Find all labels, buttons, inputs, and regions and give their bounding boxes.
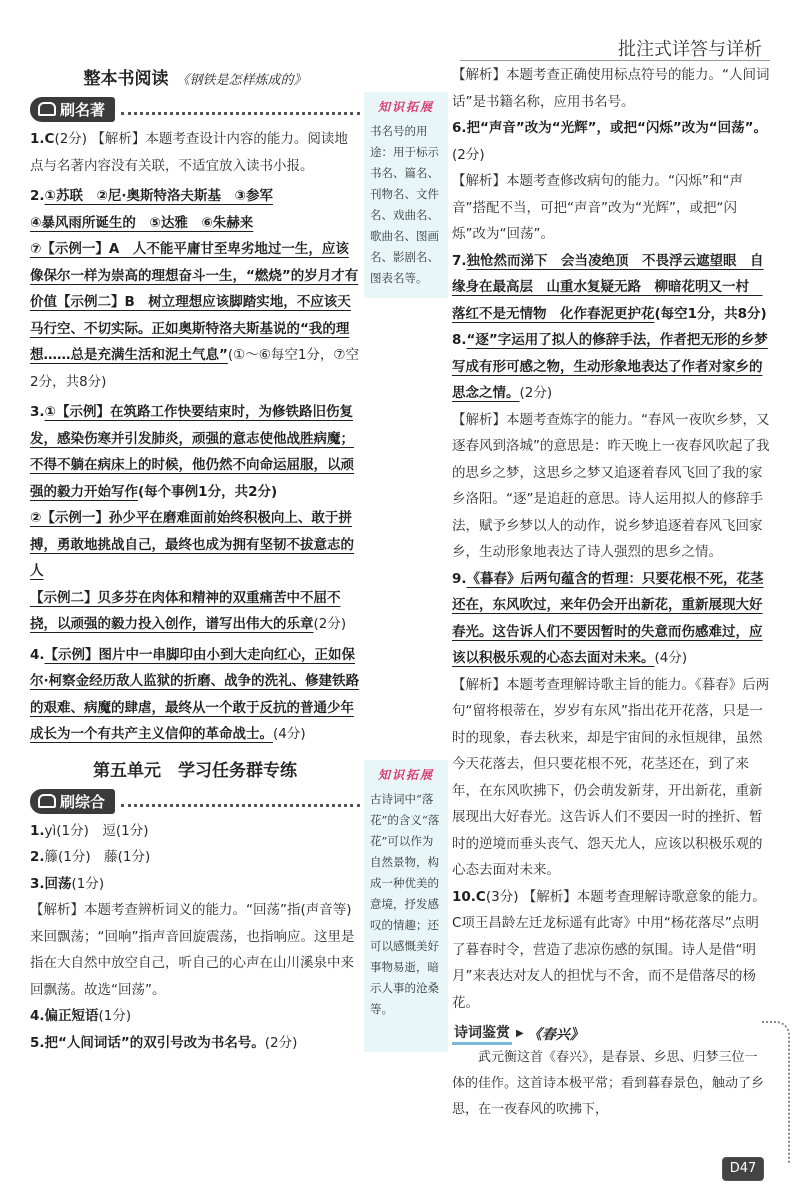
q-analysis: 【解析】本题考查辨析词义的能力。“回荡”指(声音等)来回飘荡；“回响”指声音回旋震荡，也指响应。这里是指在大自然中放空自己，听自己的心声在山川溪泉中来回飘荡。故选“回荡”。 xyxy=(30,902,355,998)
q-answer: 把“人间词话”的双引号改为书名号。 xyxy=(44,1034,265,1051)
q-answer: ②【示例一】孙少平在磨难面前始终积极向上、敢于拼搏，勇敢地挑战自己，最终也成为拥有坚韧不拔意志的人 xyxy=(30,510,354,579)
q-answer: 回荡 xyxy=(44,875,72,892)
q-num: 2. xyxy=(30,849,45,865)
section-title-unit5: 第五单元 学习任务群专练 xyxy=(93,760,297,781)
book-icon xyxy=(38,102,56,116)
question-1 xyxy=(30,126,360,179)
question-u10 xyxy=(452,884,770,1017)
knowledge-note-1 xyxy=(364,92,448,298)
q-num: 9. xyxy=(452,570,467,587)
badge-label: 刷名著 xyxy=(60,101,106,119)
question-u1 xyxy=(30,818,360,845)
q-answer-line: ⑦【示例一】A 人不能平庸甘至卑劣地过一生，应该像保尔一样为崇高的理想奋斗一生，“燃烧”的岁月才有价值【示例二】B 树立理想应该脚踏实地，不应该天马行空、不切实际。正如奥斯特洛夫斯基说的“我的理想……总是充满生活和泥土气息” xyxy=(30,241,359,363)
q-answer: C xyxy=(475,888,486,905)
q-answer-line: ①苏联 ②尼·奥斯特洛夫斯基 ③参军 xyxy=(44,188,273,204)
dotted-divider xyxy=(121,796,360,807)
header-rule xyxy=(460,60,770,61)
q-num: 3. xyxy=(30,404,45,420)
q-score: (4分) xyxy=(654,650,688,666)
question-u7 xyxy=(452,248,770,328)
q-score: (2分) xyxy=(54,131,88,147)
q-score: (1分) xyxy=(98,1008,132,1024)
q-num: 2. xyxy=(30,188,45,204)
triangle-icon: ▶ xyxy=(516,1028,524,1039)
q-num: 7. xyxy=(452,252,467,269)
badge-classics xyxy=(30,97,360,122)
q-analysis: 【解析】本题考查修改病句的能力。“闪烁”和“声音”搭配不当，可把“声音”改为“光辉”，或把“闪烁”改为“回荡”。 xyxy=(452,173,743,242)
q-num: 4. xyxy=(30,646,45,663)
left-column xyxy=(30,62,360,1056)
question-3 xyxy=(30,399,360,638)
poem-appreciation-text: 武元衡这首《春兴》，是春景、乡思、归梦三位一体的佳作。这首诗本极平常；看到暮春景色，触动了乡思，在一夜春风的吹拂下， xyxy=(452,1050,765,1117)
book-icon xyxy=(38,794,56,808)
badge-pill xyxy=(30,97,115,122)
q-score: (每个事例1分，共2分) xyxy=(138,483,278,500)
question-u2 xyxy=(30,844,360,871)
q-analysis: 【解析】本题考查炼字的能力。“春风一夜吹乡梦，又逐春风到洛城”的意思是：昨天晚上一夜春风吹起了我的思乡之梦，这思乡之梦又追逐着春风飞回了我的家乡洛阳。“逐”是追赶的意思。诗人运用拟人的修辞手法，赋予乡梦以人的动作，说乡梦追逐着春风飞回家乡，生动形象地表达了诗人强烈的思乡之情。 xyxy=(452,411,770,560)
q-score: (3分) xyxy=(485,888,519,905)
poem-label: 诗词鉴赏 xyxy=(452,1022,512,1045)
q-score: (2分) xyxy=(452,146,485,163)
q-score: (每空1分，共8分) xyxy=(654,305,767,322)
q-num: 8. xyxy=(452,332,467,348)
q-analysis: 【解析】本题考查设计内容的能力。阅读地点与名著内容没有关联，不适宜放入读书小报。 xyxy=(30,131,348,174)
page-number: D47 xyxy=(722,1157,764,1181)
q-answer: 【示例】图片中一串脚印由小到大走向红心，正如保尔·柯察金经历敌人监狱的折磨、战争的洗礼、修建铁路的艰难、病魔的肆虐，最终从一个敢于反抗的普通少年成长为一个有共产主义信仰的革命战士。 xyxy=(30,646,360,742)
poem-name: 《春兴》 xyxy=(527,1026,584,1043)
q-answer: “逐”字运用了拟人的修辞手法，作者把无形的乡梦写成有形可感之物，生动形象地表达了作者对家乡的思念之情。 xyxy=(452,332,768,401)
question-u5 xyxy=(30,1030,360,1057)
question-u8 xyxy=(452,327,770,566)
q-num: 6. xyxy=(452,120,467,136)
question-2 xyxy=(30,183,360,395)
q-score: (4分) xyxy=(273,726,306,742)
question-u9 xyxy=(452,566,770,884)
question-4 xyxy=(30,642,360,748)
note-body: 古诗词中“落花”的含义“落花”可以作为自然景物，构成一种优美的意境，抒发感叹的情趣；还可以感慨美好事物易逝，暗示人事的沧桑等。 xyxy=(370,792,440,1016)
dotted-divider xyxy=(121,104,360,115)
q-answer: 籐(1分) 藤(1分) xyxy=(44,849,151,865)
q-score: (1分) xyxy=(71,875,105,892)
note-body: 书名号的用途：用于标示书名、篇名、刊物名、文件名、戏曲名、歌曲名、图画名、影剧名、图表名等。 xyxy=(370,124,439,285)
section-title-text: 整本书阅读 xyxy=(83,69,169,89)
q-score: (①～⑥每空1分，⑦空2分，共8分) xyxy=(30,347,360,390)
q-answer: C xyxy=(44,131,55,147)
question-u4 xyxy=(30,1003,360,1030)
q-analysis: 【解析】本题考查理解诗歌意象的能力。C项王昌龄左迁龙标遥有此寄》中用“杨花落尽”点明了暮春时令，营造了悲凉伤感的氛围。诗人是借“明月”来表达对友人的担忧与不舍，而不是借落尽的杨花。 xyxy=(452,888,766,1011)
q-score: (2分) xyxy=(264,1034,298,1051)
q-answer: 把“声音”改为“光辉”，或把“闪烁”改为“回荡”。 xyxy=(466,120,768,136)
q-num: 3. xyxy=(30,875,45,892)
badge-pill xyxy=(30,789,115,814)
section-subtitle: 《钢铁是怎样炼成的》 xyxy=(176,73,307,88)
note-tag: 知识拓展 xyxy=(378,768,435,782)
page-corner-decoration xyxy=(762,1021,790,1163)
q-answer: yì(1分) 逗(1分) xyxy=(44,822,149,839)
section-title-reading xyxy=(30,64,360,89)
q-analysis: 【解析】本题考查理解诗歌主旨的能力。《暮春》后两句“留将根蒂在，岁岁有东风”指出花开花落，只是一时的现象，春去秋来，却是宇宙间的永恒规律，虽然今天花落去，但只要花根不死，花茎还在，到了来年，在东风吹拂下，仍会萌发新芽，开出新花，重新展现出大好春光。这告诉人们不要因一时的挫折、暂时的逆境而垂头丧气、怨天尤人，应该以积极乐观的心态去面对未来。 xyxy=(452,676,770,878)
q-num: 4. xyxy=(30,1008,45,1024)
q-answer: 【示例二】贝多芬在肉体和精神的双重痛苦中不屈不挠，以顽强的毅力投入创作，谱写出伟大的乐章 xyxy=(30,589,341,632)
question-u3 xyxy=(30,871,360,1004)
q-score: (2分) xyxy=(313,616,347,632)
knowledge-note-2 xyxy=(364,760,448,1052)
header-title: 批注式详答与详析 xyxy=(618,39,762,60)
q-score: (2分) xyxy=(519,385,553,401)
q-answer: ①【示例】在筑路工作快要结束时，为修铁路旧伤复发，感染伤寒并引发肺炎，顽强的意志使他战胜病魔；不得不躺在病床上的时候，他仍然不向命运屈服，以顽强的毅力开始写作 xyxy=(30,404,354,500)
note-tag: 知识拓展 xyxy=(378,100,435,114)
right-column xyxy=(452,62,770,1123)
q-answer-line: ④暴风雨所诞生的 ⑤达雅 ⑥朱赫来 xyxy=(30,214,254,231)
badge-label: 刷综合 xyxy=(60,792,106,811)
q-answer: 《暮春》后两句蕴含的哲理：只要花根不死，花茎还在，东风吹过，来年仍会开出新花，重新展现大好春光。这告诉人们不要因暂时的失意而伤感难过，应该以积极乐观的心态去面对未来。 xyxy=(452,570,764,666)
question-u6 xyxy=(452,115,770,248)
q-num: 1. xyxy=(30,822,45,839)
q-num: 1. xyxy=(30,131,45,147)
badge-comprehensive xyxy=(30,789,360,814)
q-answer: 独怆然而涕下 会当凌绝顶 不畏浮云遮望眼 自缘身在最高层 山重水复疑无路 柳暗花明又一村 落红不是无情物 化作春泥更护花 xyxy=(452,252,764,322)
poem-appreciation-header xyxy=(452,1022,770,1045)
analysis-u5: 【解析】本题考查正确使用标点符号的能力。“人间词话”是书籍名称，应用书名号。 xyxy=(452,67,770,110)
q-answer: 偏正短语 xyxy=(44,1008,99,1024)
q-num: 10. xyxy=(452,888,476,905)
q-num: 5. xyxy=(30,1034,45,1051)
